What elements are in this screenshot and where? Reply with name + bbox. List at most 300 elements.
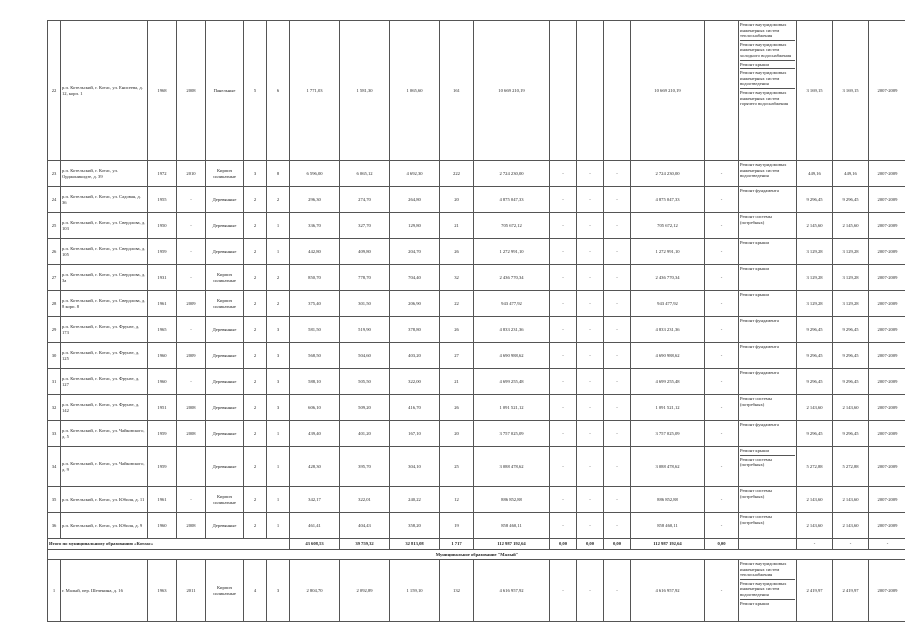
totals-c3: 0,00 xyxy=(604,539,631,550)
work-item: Ремонт системы (потребных) xyxy=(740,488,772,499)
wall-material-cell: Деревянные xyxy=(206,369,244,395)
work-item: Ремонт системы (потребных) xyxy=(740,456,772,468)
row-number: 29 xyxy=(48,317,61,343)
residents-cell: 27 xyxy=(440,343,474,369)
floors-cell: 2 xyxy=(244,213,267,239)
unit-cost-cell: 9 296,45 xyxy=(797,369,833,395)
residents-cell: 26 xyxy=(440,395,474,421)
other-cell: - xyxy=(705,447,739,487)
row-number: 22 xyxy=(48,21,61,161)
unit-cost-cell: 3 129,28 xyxy=(797,239,833,265)
year-built-cell: 1963 xyxy=(148,560,177,622)
period-cell: 2007-2009 xyxy=(869,291,905,317)
work-types-cell xyxy=(739,395,797,421)
work-item: Ремонт внутридомовых инженерных систем водоотведения xyxy=(740,162,787,179)
floors-cell: 2 xyxy=(244,421,267,447)
period-cell: 2007-2009 xyxy=(869,560,905,622)
table-row xyxy=(48,161,905,187)
local-budget-cell: - xyxy=(604,291,631,317)
work-types-cell xyxy=(739,369,797,395)
private-area-cell: 358,20 xyxy=(390,513,440,539)
unit-cost-cell: 9 296,45 xyxy=(797,187,833,213)
wall-material-cell: Деревянные xyxy=(206,213,244,239)
row-number: 27 xyxy=(48,265,61,291)
address-cell: р.п. Котельский, г. Котас, ул. Свердлова, д. 3а xyxy=(61,265,148,291)
living-area-cell: 322,01 xyxy=(340,487,390,513)
year-built-cell: 1959 xyxy=(148,447,177,487)
residents-cell: 25 xyxy=(440,447,474,487)
private-area-cell: 1 065,60 xyxy=(390,21,440,161)
totals-res: 1 717 xyxy=(440,539,474,550)
table-row xyxy=(48,447,905,487)
living-area-cell: 327,70 xyxy=(340,213,390,239)
floors-cell: 2 xyxy=(244,369,267,395)
region-budget-cell: - xyxy=(577,447,604,487)
other-cell: - xyxy=(705,213,739,239)
work-item: Ремонт внутридомовых инженерных систем горячего водоснабжения xyxy=(740,89,789,107)
row-number: 1 xyxy=(48,560,61,622)
limit-cost-cell: 2 143,60 xyxy=(833,487,869,513)
work-item: Ремонт крыши xyxy=(740,447,795,456)
total-area-cell: 342,17 xyxy=(290,487,340,513)
row-number: 24 xyxy=(48,187,61,213)
limit-cost-cell: 9 296,45 xyxy=(833,187,869,213)
unit-cost-cell: 2 419,97 xyxy=(797,560,833,622)
limit-cost-cell: 3 129,28 xyxy=(833,265,869,291)
local-budget-cell: - xyxy=(604,395,631,421)
fund-cell: - xyxy=(550,265,577,291)
unit-cost-cell: 2 143,60 xyxy=(797,395,833,421)
work-types-cell xyxy=(739,213,797,239)
period-cell: 2007-2009 xyxy=(869,239,905,265)
entrances-cell: 6 xyxy=(267,21,290,161)
total-cost-cell: 4 833 231,36 xyxy=(474,317,550,343)
work-item: Ремонт внутридомовых инженерных систем холодного водоснабжения xyxy=(740,41,795,61)
totals-limit: - xyxy=(833,539,869,550)
total-cost-cell: 4 616 957,92 xyxy=(474,560,550,622)
work-item: Ремонт фундамента xyxy=(740,344,779,349)
wall-material-cell: Деревянные xyxy=(206,421,244,447)
wall-material-cell: Кирпич силикатные xyxy=(206,560,244,622)
floors-cell: 3 xyxy=(244,161,267,187)
work-item: Ремонт системы (потребных) xyxy=(740,514,772,525)
address-cell: р.п. Котельский, г. Котас, ул. Енисеева, д. 12, корп. 1 xyxy=(61,21,148,161)
private-area-cell: 264,80 xyxy=(390,187,440,213)
year-built-cell: 1959 xyxy=(148,421,177,447)
last-repair-cell: - xyxy=(177,265,206,291)
total-area-cell: 6 596,00 xyxy=(290,161,340,187)
residents-cell: 22 xyxy=(440,291,474,317)
total-cost-cell: 705 672,12 xyxy=(474,213,550,239)
address-cell: р.п. Котельский, г. Котас, ул. Садовая, д. 36 xyxy=(61,187,148,213)
year-built-cell: 1965 xyxy=(148,317,177,343)
owners-funds-cell: 858 460,11 xyxy=(631,513,705,539)
work-item: Ремонт системы (потребных) xyxy=(740,214,772,225)
last-repair-cell: 2010 xyxy=(177,161,206,187)
work-types-cell xyxy=(739,265,797,291)
last-repair-cell: - xyxy=(177,239,206,265)
address-cell: р.п. Котельский, г. Котас, ул. Чайковского, д. 9 xyxy=(61,447,148,487)
fund-cell: - xyxy=(550,560,577,622)
local-budget-cell: - xyxy=(604,513,631,539)
address-cell: г. Малый, пер. Шеченина, д. 16 xyxy=(61,560,148,622)
last-repair-cell: 2008 xyxy=(177,513,206,539)
wall-material-cell: Кирпич силикатные xyxy=(206,291,244,317)
work-types-cell xyxy=(739,513,797,539)
year-built-cell: 1961 xyxy=(148,487,177,513)
other-cell: - xyxy=(705,187,739,213)
row-number: 36 xyxy=(48,513,61,539)
work-item: Ремонт крыши xyxy=(740,600,769,606)
living-area-cell: 6 065,12 xyxy=(340,161,390,187)
private-area-cell: 204,70 xyxy=(390,239,440,265)
work-types-cell xyxy=(739,317,797,343)
table-row xyxy=(48,265,905,291)
entrances-cell: 8 xyxy=(267,161,290,187)
fund-cell: - xyxy=(550,161,577,187)
fund-cell: - xyxy=(550,447,577,487)
year-built-cell: 1955 xyxy=(148,187,177,213)
local-budget-cell: - xyxy=(604,487,631,513)
totals-period: - xyxy=(869,539,905,550)
work-item: Ремонт внутридомовых инженерных систем теплоснабжения xyxy=(740,560,795,580)
region-budget-cell: - xyxy=(577,213,604,239)
period-cell: 2007-2009 xyxy=(869,343,905,369)
work-item: Ремонт фундамента xyxy=(740,188,779,193)
living-area-cell: 404,43 xyxy=(340,513,390,539)
private-area-cell: 4 692,30 xyxy=(390,161,440,187)
work-item: Ремонт фундамента xyxy=(740,422,779,427)
floors-cell: 2 xyxy=(244,187,267,213)
local-budget-cell: - xyxy=(604,560,631,622)
total-area-cell: 2 804,70 xyxy=(290,560,340,622)
floors-cell: 2 xyxy=(244,317,267,343)
work-types-cell xyxy=(739,21,797,161)
address-cell: р.п. Котельский, г. Котас, ул. Фрунзе, д. 125 xyxy=(61,343,148,369)
local-budget-cell: - xyxy=(604,343,631,369)
last-repair-cell: 2009 xyxy=(177,343,206,369)
local-budget-cell: - xyxy=(604,213,631,239)
year-built-cell: 1931 xyxy=(148,265,177,291)
fund-cell: - xyxy=(550,369,577,395)
private-area-cell: 167,10 xyxy=(390,421,440,447)
work-item: Ремонт внутридомовых инженерных систем водоотведения xyxy=(740,69,795,89)
owners-funds-cell: 4 699 255,48 xyxy=(631,369,705,395)
other-cell: - xyxy=(705,487,739,513)
residents-cell: 20 xyxy=(440,421,474,447)
last-repair-cell: - xyxy=(177,317,206,343)
entrances-cell: 3 xyxy=(267,343,290,369)
limit-cost-cell: 9 296,45 xyxy=(833,421,869,447)
unit-cost-cell: 5 272,88 xyxy=(797,447,833,487)
year-built-cell: 1968 xyxy=(148,21,177,161)
region-budget-cell: - xyxy=(577,187,604,213)
private-area-cell: 206,90 xyxy=(390,291,440,317)
total-cost-cell: 3 757 025,09 xyxy=(474,421,550,447)
period-cell: 2007-2009 xyxy=(869,421,905,447)
total-cost-cell: 943 477,92 xyxy=(474,291,550,317)
address-cell: р.п. Котельский, г. Котас, ул. Фрунзе, д. 142 xyxy=(61,395,148,421)
owners-funds-cell: 3 757 025,09 xyxy=(631,421,705,447)
unit-cost-cell: 9 296,45 xyxy=(797,421,833,447)
region-budget-cell: - xyxy=(577,343,604,369)
region-budget-cell: - xyxy=(577,395,604,421)
other-cell: - xyxy=(705,560,739,622)
work-types-cell xyxy=(739,187,797,213)
period-cell: 2007-2009 xyxy=(869,487,905,513)
last-repair-cell: 2008 xyxy=(177,421,206,447)
table-row xyxy=(48,343,905,369)
work-types-cell xyxy=(739,161,797,187)
residents-cell: 21 xyxy=(440,369,474,395)
total-area-cell: 568,50 xyxy=(290,343,340,369)
other-cell: - xyxy=(705,513,739,539)
table-row xyxy=(48,21,905,161)
fund-cell: - xyxy=(550,317,577,343)
owners-funds-cell: 1 091 521,12 xyxy=(631,395,705,421)
entrances-cell: 1 xyxy=(267,487,290,513)
year-built-cell: 1960 xyxy=(148,369,177,395)
total-area-cell: 375,40 xyxy=(290,291,340,317)
living-area-cell: 778,70 xyxy=(340,265,390,291)
limit-cost-cell: 9 296,45 xyxy=(833,369,869,395)
work-types-cell xyxy=(739,447,797,487)
section-title: Муниципальное образование "Малый" xyxy=(48,550,905,560)
wall-material-cell: Деревянные xyxy=(206,187,244,213)
row-number: 25 xyxy=(48,213,61,239)
total-area-cell: 442,80 xyxy=(290,239,340,265)
living-area-cell: 519,90 xyxy=(340,317,390,343)
total-area-cell: 336,70 xyxy=(290,213,340,239)
row-number: 34 xyxy=(48,447,61,487)
local-budget-cell xyxy=(604,21,631,161)
region-budget-cell: - xyxy=(577,369,604,395)
living-area-cell: 504,60 xyxy=(340,343,390,369)
table-row xyxy=(48,317,905,343)
total-area-cell: 1 771,03 xyxy=(290,21,340,161)
total-area-cell: 461,41 xyxy=(290,513,340,539)
row-number: 32 xyxy=(48,395,61,421)
region-budget-cell: - xyxy=(577,487,604,513)
address-cell: р.п. Котельский, г. Котас, ул. Юбиля, д. 11 xyxy=(61,487,148,513)
row-number: 33 xyxy=(48,421,61,447)
wall-material-cell: Кирпич силикатные xyxy=(206,161,244,187)
floors-cell: 2 xyxy=(244,265,267,291)
other-cell: - xyxy=(705,265,739,291)
living-area-cell: 274,70 xyxy=(340,187,390,213)
entrances-cell: 3 xyxy=(267,317,290,343)
totals-works xyxy=(739,539,797,550)
unit-cost-cell: 449,16 xyxy=(797,161,833,187)
year-built-cell: 1961 xyxy=(148,291,177,317)
fund-cell: - xyxy=(550,213,577,239)
other-cell: - xyxy=(705,291,739,317)
entrances-cell: 1 xyxy=(267,421,290,447)
last-repair-cell: 2011 xyxy=(177,560,206,622)
local-budget-cell: - xyxy=(604,421,631,447)
last-repair-cell xyxy=(177,447,206,487)
other-cell: - xyxy=(705,395,739,421)
totals-s2: 39 759,32 xyxy=(340,539,390,550)
total-cost-cell: 10 669 210,19 xyxy=(474,21,550,161)
last-repair-cell: 2009 xyxy=(177,291,206,317)
unit-cost-cell: 2 143,60 xyxy=(797,513,833,539)
total-cost-cell: 4 699 255,48 xyxy=(474,369,550,395)
living-area-cell: 409,80 xyxy=(340,239,390,265)
limit-cost-cell: 2 145,60 xyxy=(833,213,869,239)
floors-cell: 2 xyxy=(244,395,267,421)
fund-cell: - xyxy=(550,239,577,265)
work-item: Ремонт фундамента xyxy=(740,318,779,323)
entrances-cell: 3 xyxy=(267,560,290,622)
residents-cell: 20 xyxy=(440,187,474,213)
entrances-cell: 1 xyxy=(267,513,290,539)
row-number: 35 xyxy=(48,487,61,513)
fund-cell: - xyxy=(550,291,577,317)
living-area-cell: 505,50 xyxy=(340,369,390,395)
region-budget-cell: - xyxy=(577,239,604,265)
entrances-cell: 2 xyxy=(267,291,290,317)
local-budget-cell: - xyxy=(604,317,631,343)
totals-c1: 0,00 xyxy=(550,539,577,550)
work-item: Ремонт крыши xyxy=(740,266,769,271)
owners-funds-cell: 1 272 991,10 xyxy=(631,239,705,265)
owners-funds-cell: 4 616 957,92 xyxy=(631,560,705,622)
year-built-cell: 1972 xyxy=(148,161,177,187)
work-item: Ремонт крыши xyxy=(740,61,795,70)
owners-funds-cell: 2 724 230,00 xyxy=(631,161,705,187)
row-number: 28 xyxy=(48,291,61,317)
total-cost-cell: 1 272 991,10 xyxy=(474,239,550,265)
limit-cost-cell: 3 129,28 xyxy=(833,291,869,317)
table-row xyxy=(48,291,905,317)
housing-repair-table xyxy=(47,20,905,622)
living-area-cell: 401,20 xyxy=(340,421,390,447)
owners-funds-cell: 705 672,12 xyxy=(631,213,705,239)
other-cell: - xyxy=(705,161,739,187)
other-cell xyxy=(705,21,739,161)
floors-cell: 2 xyxy=(244,513,267,539)
residents-cell: 161 xyxy=(440,21,474,161)
residents-cell: 12 xyxy=(440,487,474,513)
region-budget-cell: - xyxy=(577,317,604,343)
work-item: Ремонт внутридомовых инженерных систем теплоснабжения xyxy=(740,21,795,41)
floors-cell: 2 xyxy=(244,291,267,317)
period-cell: 2007-2009 xyxy=(869,317,905,343)
work-types-cell xyxy=(739,487,797,513)
entrances-cell: 3 xyxy=(267,369,290,395)
totals-c2: 0,00 xyxy=(577,539,604,550)
total-area-cell: 296,30 xyxy=(290,187,340,213)
totals-s3: 32 813,08 xyxy=(390,539,440,550)
total-cost-cell: 4 875 047,33 xyxy=(474,187,550,213)
unit-cost-cell: 9 296,45 xyxy=(797,317,833,343)
region-budget-cell: - xyxy=(577,161,604,187)
totals-label: Итого по муниципальному образованию «Котлас» xyxy=(48,539,290,550)
year-built-cell: 1950 xyxy=(148,213,177,239)
owners-funds-cell: 10 669 210,19 xyxy=(631,21,705,161)
region-budget-cell: - xyxy=(577,291,604,317)
last-repair-cell: - xyxy=(177,213,206,239)
wall-material-cell: Деревянные xyxy=(206,343,244,369)
floors-cell: 2 xyxy=(244,239,267,265)
section-header-row xyxy=(48,550,905,560)
limit-cost-cell: 3 129,28 xyxy=(833,239,869,265)
floors-cell: 2 xyxy=(244,487,267,513)
period-cell: 2007-2009 xyxy=(869,187,905,213)
last-repair-cell: 2008 xyxy=(177,21,206,161)
work-types-cell xyxy=(739,239,797,265)
period-cell: 2007-2009 xyxy=(869,213,905,239)
row-number: 30 xyxy=(48,343,61,369)
total-cost-cell: 2 436 770,34 xyxy=(474,265,550,291)
fund-cell: - xyxy=(550,395,577,421)
address-cell: р.п. Котельский, г. Котас, ул. Фрунзе, д. 127 xyxy=(61,369,148,395)
local-budget-cell: - xyxy=(604,369,631,395)
address-cell: р.п. Котельский, г. Котас, ул. Юбиля, д. 9 xyxy=(61,513,148,539)
table-row xyxy=(48,487,905,513)
unit-cost-cell: 2 145,60 xyxy=(797,213,833,239)
unit-cost-cell: 3 169,15 xyxy=(797,21,833,161)
private-area-cell: 240,22 xyxy=(390,487,440,513)
local-budget-cell: - xyxy=(604,447,631,487)
work-types-cell xyxy=(739,421,797,447)
local-budget-cell: - xyxy=(604,187,631,213)
local-budget-cell: - xyxy=(604,239,631,265)
totals-oth: 0,00 xyxy=(705,539,739,550)
limit-cost-cell: 9 296,45 xyxy=(833,317,869,343)
owners-funds-cell: 4 875 047,33 xyxy=(631,187,705,213)
totals-cost: - xyxy=(797,539,833,550)
total-area-cell: 581,50 xyxy=(290,317,340,343)
work-item: Ремонт внутридомовых инженерных систем водоотведения xyxy=(740,580,795,600)
table-row xyxy=(48,395,905,421)
total-area-cell: 428,30 xyxy=(290,447,340,487)
unit-cost-cell: 3 129,28 xyxy=(797,291,833,317)
total-area-cell: 439,40 xyxy=(290,421,340,447)
living-area-cell: 509,20 xyxy=(340,395,390,421)
table-body xyxy=(48,21,905,622)
local-budget-cell: - xyxy=(604,265,631,291)
period-cell: 2007-2009 xyxy=(869,21,905,161)
table-row xyxy=(48,513,905,539)
residents-cell: 32 xyxy=(440,265,474,291)
private-area-cell: 416,70 xyxy=(390,395,440,421)
limit-cost-cell: 449,16 xyxy=(833,161,869,187)
last-repair-cell: - xyxy=(177,187,206,213)
period-cell: 2007-2009 xyxy=(869,265,905,291)
private-area-cell: 304,10 xyxy=(390,447,440,487)
residents-cell: 132 xyxy=(440,560,474,622)
address-cell: р.п. Котельский, г. Котас, ул. Свердлова, д. 103 xyxy=(61,213,148,239)
living-area-cell: 395,70 xyxy=(340,447,390,487)
work-types-cell xyxy=(739,343,797,369)
owners-funds-cell: 943 477,92 xyxy=(631,291,705,317)
wall-material-cell: Кирпич силикатные xyxy=(206,265,244,291)
address-cell: р.п. Котельский, г. Котас, ул. Свердлова, д. 8 корп. 8 xyxy=(61,291,148,317)
totals-total: 112 987 192,64 xyxy=(474,539,550,550)
limit-cost-cell: 5 272,88 xyxy=(833,447,869,487)
floors-cell: 2 xyxy=(244,447,267,487)
wall-material-cell: Деревянные xyxy=(206,513,244,539)
table-row xyxy=(48,187,905,213)
row-number: 23 xyxy=(48,161,61,187)
table-row xyxy=(48,421,905,447)
entrances-cell: 1 xyxy=(267,239,290,265)
period-cell: 2007-2009 xyxy=(869,513,905,539)
totals-row xyxy=(48,539,905,550)
wall-material-cell: Кирпич силикатные xyxy=(206,487,244,513)
